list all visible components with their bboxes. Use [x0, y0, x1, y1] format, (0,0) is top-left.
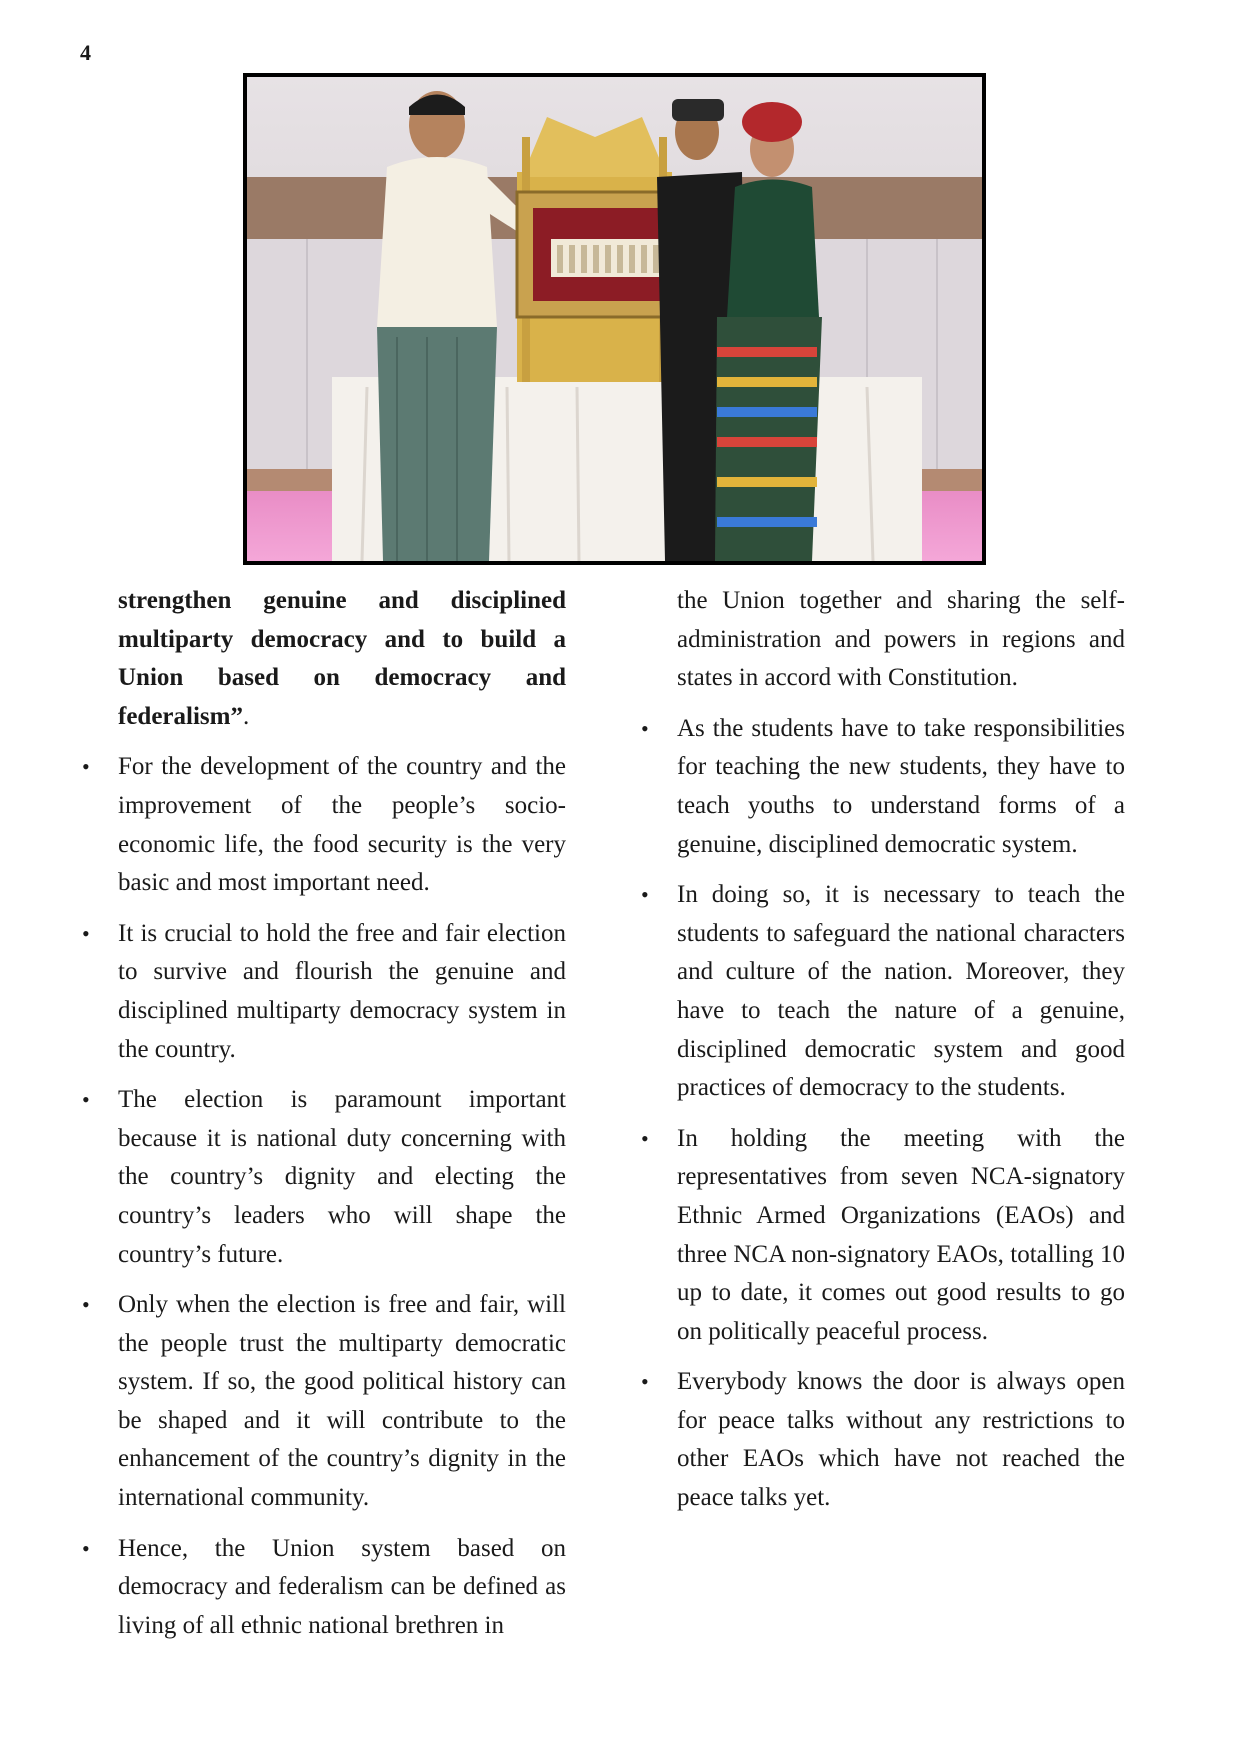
bullet-item: • Hence, the Union system based on democracy and federalism can be defined as living of all ethnic national brethren in — [82, 1530, 566, 1646]
left-column — [82, 582, 566, 1657]
bullet-item: • For the development of the country and the improvement of the people’s socio-economic life, the food security is the very basic and most important need. — [82, 748, 566, 902]
bullet-item: • In holding the meeting with the representatives from seven NCA-signatory Ethnic Armed Organizations (EAOs) and three NCA non-signatory EAOs, totalling 10 up to date, it comes out good results to go on politically peaceful process. — [641, 1120, 1125, 1352]
bullet-item: • In doing so, it is necessary to teach the students to safeguard the national characters and culture of the nation. Moreover, they have to teach the nature of a genuine, disciplined democratic system and good practices of democracy to the students. — [641, 876, 1125, 1108]
page-number: 4 — [80, 40, 91, 65]
bullet-item: • Everybody knows the door is always open for peace talks without any restrictions to other EAOs which have not reached the peace talks yet. — [641, 1363, 1125, 1517]
continuation-paragraph: the Union together and sharing the self-administration and powers in regions and states in accord with Constitution. — [677, 587, 1125, 692]
bullet-item: • It is crucial to hold the free and fair election to survive and flourish the genuine and disciplined multiparty democracy system in the country. — [82, 915, 566, 1069]
ceremony-photo — [243, 73, 986, 565]
right-column — [641, 582, 1125, 1530]
lead-tail-text: . — [242, 702, 250, 730]
bullet-item: • The election is paramount important because it is national duty concerning with the country’s dignity and electing the country’s leaders who will shape the country’s future. — [82, 1081, 566, 1274]
ceremony-photo-illustration — [247, 77, 982, 561]
bullet-item: • As the students have to take responsibilities for teaching the new students, they have to teach youths to understand forms of a genuine, disciplined democratic system. — [641, 710, 1125, 864]
lead-paragraph — [118, 582, 566, 736]
lead-bold-text: strengthen genuine and disciplined multiparty democracy and to build a Union based on democracy and federalism” — [118, 587, 566, 730]
bullet-item: • Only when the election is free and fair, will the people trust the multiparty democratic system. If so, the good political history can be shaped and it will contribute to the enhancement of the country’s dignity in the international community. — [82, 1286, 566, 1518]
